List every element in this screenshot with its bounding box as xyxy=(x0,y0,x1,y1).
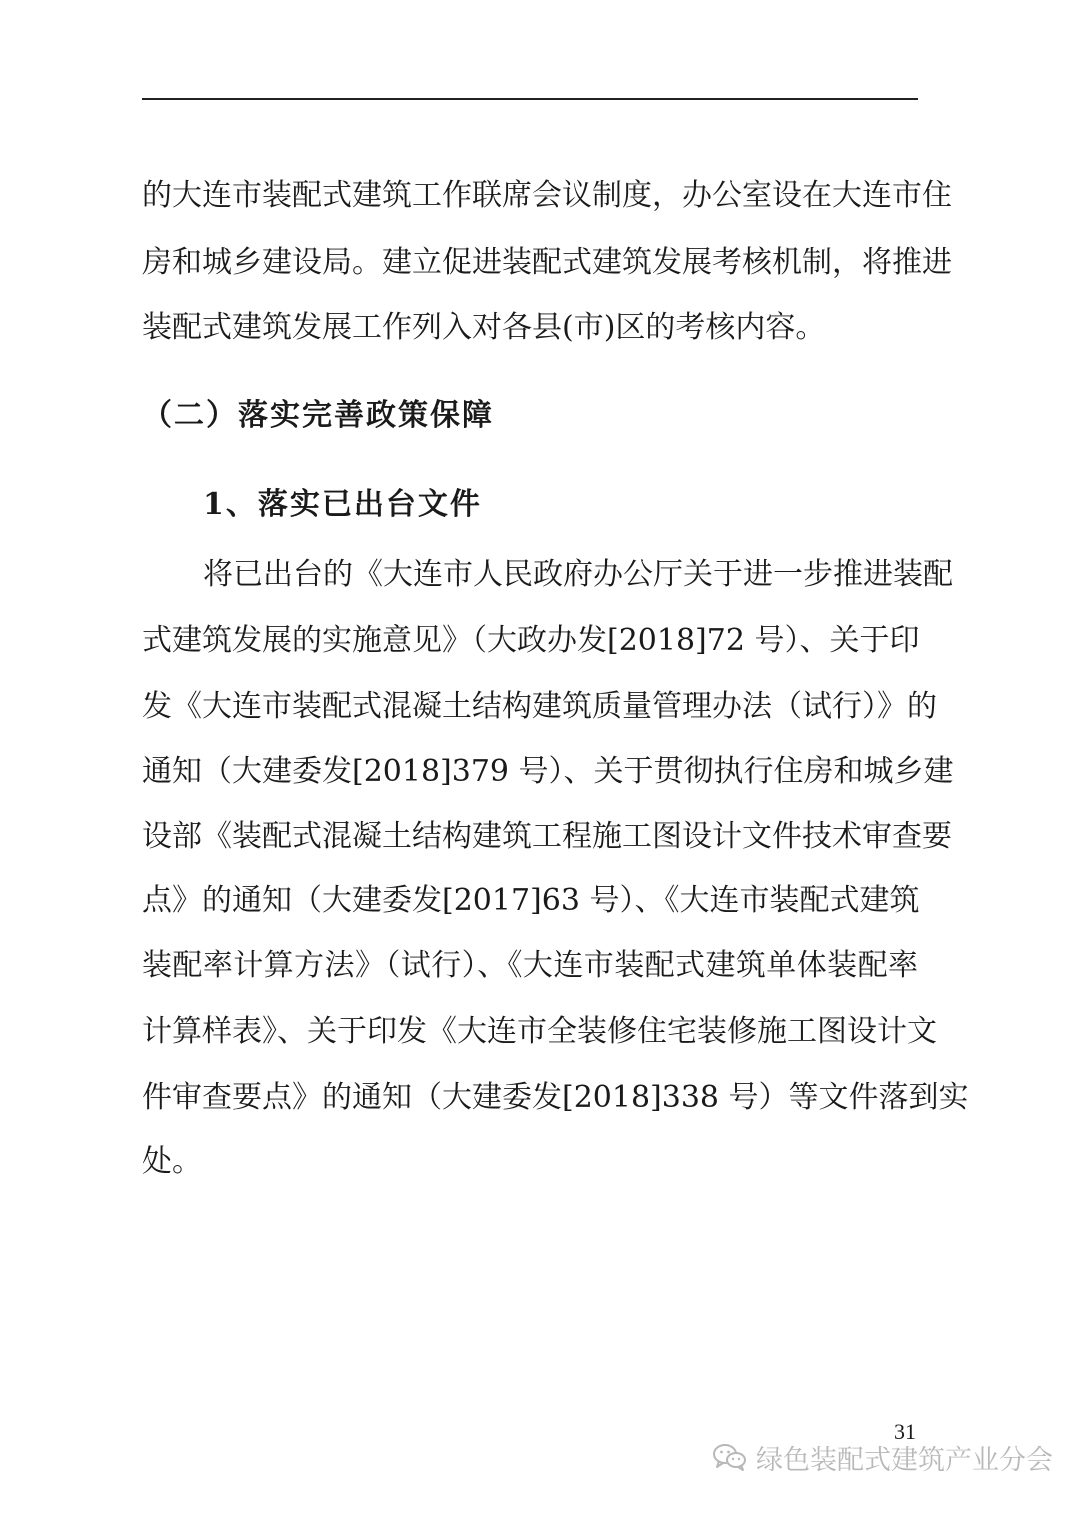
paragraph-line: 式建筑发展的实施意见》（大政办发[2018]72 号）、关于印 xyxy=(142,623,920,658)
watermark xyxy=(712,1437,1053,1477)
paragraph-line: 点》的通知（大建委发[2017]63 号）、《大连市装配式建筑 xyxy=(142,883,920,918)
paragraph-line: 发《大连市装配式混凝土结构建筑质量管理办法（试行）》的 xyxy=(142,689,937,724)
page-number: 31 xyxy=(894,1419,916,1444)
paragraph-line: 件审查要点》的通知（大建委发[2018]338 号）等文件落到实 xyxy=(142,1080,969,1115)
paragraph-line: 通知（大建委发[2018]379 号）、关于贯彻执行住房和城乡建 xyxy=(142,754,954,789)
wechat-icon xyxy=(712,1442,748,1472)
paragraph-line: 的大连市装配式建筑工作联席会议制度，办公室设在大连市住 xyxy=(142,178,952,213)
paragraph-line: 设部《装配式混凝土结构建筑工程施工图设计文件技术审查要 xyxy=(142,819,952,854)
section-heading: （二）落实完善政策保障 xyxy=(142,398,494,433)
paragraph-line: 装配式建筑发展工作列入对各县(市)区的考核内容。 xyxy=(142,310,826,345)
paragraph-line: 计算样表》、关于印发《大连市全装修住宅装修施工图设计文 xyxy=(142,1014,937,1049)
header-rule xyxy=(142,98,918,100)
paragraph-line: 处。 xyxy=(142,1144,202,1179)
subsection-heading: 1、落实已出台文件 xyxy=(203,487,482,522)
paragraph-line: 装配率计算方法》（试行）、《大连市装配式建筑单体装配率 xyxy=(142,948,918,983)
paragraph-line: 房和城乡建设局。建立促进装配式建筑发展考核机制，将推进 xyxy=(142,245,952,280)
watermark-text: 绿色装配式建筑产业分会 xyxy=(756,1444,1053,1476)
paragraph-line: 将已出台的《大连市人民政府办公厅关于进一步推进装配 xyxy=(203,557,953,592)
